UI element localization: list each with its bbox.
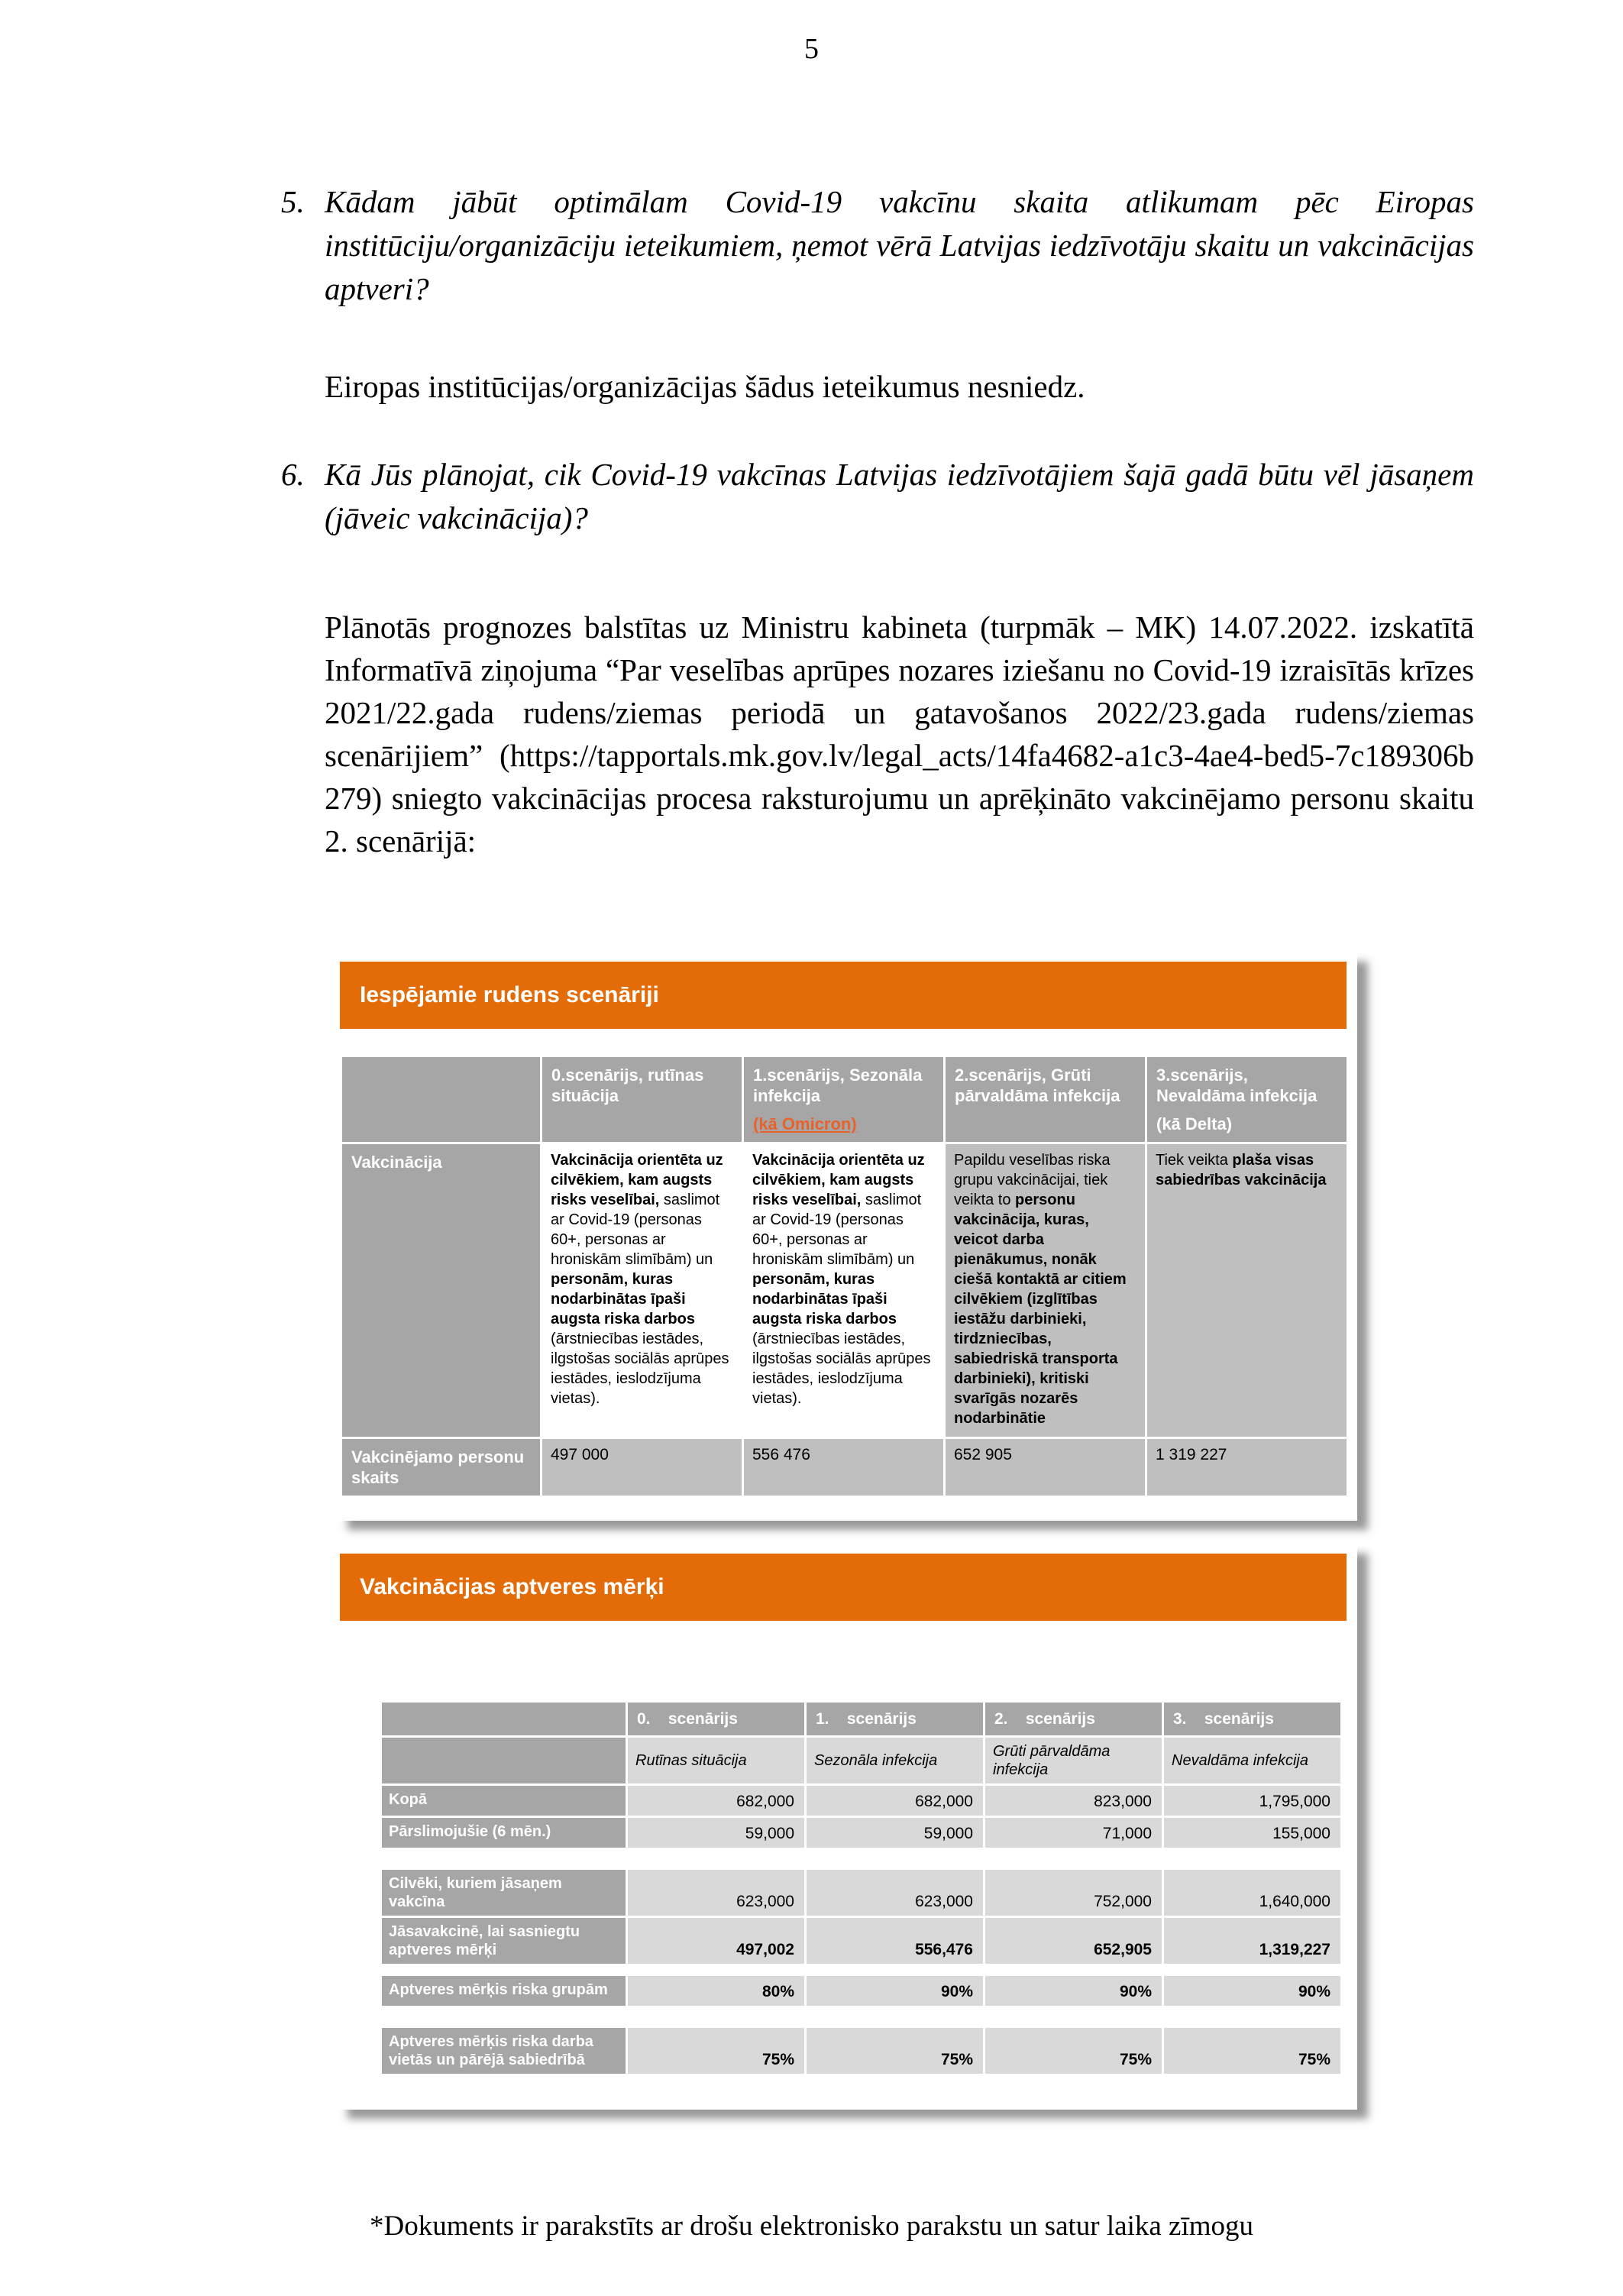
t1-row-label: Vakcinējamo personu skaits [341,1438,542,1497]
table-row [381,1869,1342,1917]
table-row [381,1917,1342,1965]
table-row-vakcinacija [341,1143,1348,1438]
t1-header-scenario-1 [743,1056,945,1143]
t2-subheader-3: Nevaldāma infekcija [1163,1737,1342,1785]
t2-row-label: Kopā [381,1785,627,1817]
t2-value-cell: 75% [627,2027,806,2075]
t2-value-cell: 1,319,227 [1163,1917,1342,1965]
answer-5: Eiropas institūcijas/organizācijas šādus ieteikumus nesniedz. [325,369,1085,404]
t1-body-cell-1: Vakcinācija orientēta uz cilvēkiem, kam augsts risks veselībai, saslimot ar Covid-19 (personas 60+, personas ar hroniskām slimībām) un personām, kuras nodarbinātas īpaši augsta riska darbos (ārstniecības iestādes, ilgstošas sociālās aprūpes iestādes, ieslodzījuma vietas). [743,1143,945,1438]
t2-value-cell: 1,795,000 [1163,1785,1342,1817]
delta-note: (kā Delta) [1156,1114,1233,1133]
autumn-scenarios-title: Iespējamie rudens scenāriji [340,962,1347,1029]
t2-header-scenario-0: 0. scenārijs [627,1702,806,1737]
question-5-text: Kādam jābūt optimālam Covid-19 vakcīnu skaita atlikumam pēc Eiropas institūciju/organizāciju ieteikumiem, ņemot vērā Latvijas iedzīvotāju skaitu un vakcinācijas aptveri? [325,184,1474,306]
page-number: 5 [804,33,819,65]
signature-note: *Dokuments ir parakstīts ar drošu elektronisko parakstu un satur laika zīmogu [369,2210,1254,2242]
t1-header-text: 3.scenārijs, Nevaldāma infekcija [1156,1066,1317,1105]
table-header-row [341,1056,1348,1143]
t1-header-text: 1.scenārijs, Sezonāla infekcija [753,1066,923,1105]
t2-subheader-0: Rutīnas situācija [627,1737,806,1785]
question-6 [281,453,1474,540]
coverage-goals-table [380,1700,1343,2076]
t2-value-cell: 90% [984,1975,1163,2007]
t1-header-scenario-0 [542,1056,743,1143]
t2-value-cell: 90% [806,1975,984,2007]
t2-value-cell: 155,000 [1163,1817,1342,1849]
spacer-row [381,2007,1342,2027]
t2-value-cell: 652,905 [984,1917,1163,1965]
question-6-number: 6. [281,457,305,492]
table-row [381,1785,1342,1817]
omicron-note: (kā Omicron) [753,1114,857,1133]
t2-corner-cell [381,1737,627,1785]
t1-row-label: Vakcinācija [341,1143,542,1438]
t2-header-scenario-3: 3. scenārijs [1163,1702,1342,1737]
t1-count-cell: 556 476 [743,1438,945,1497]
t2-value-cell: 1,640,000 [1163,1869,1342,1917]
t1-count-cell: 652 905 [945,1438,1146,1497]
t2-row-label: Jāsavakcinē, lai sasniegtu aptveres mērķi [381,1917,627,1965]
coverage-goals-panel [334,1541,1357,2110]
t2-row-label: Cilvēki, kuriem jāsaņem vakcīna [381,1869,627,1917]
spacer-row [381,1849,1342,1869]
t2-subheader-1: Sezonāla infekcija [806,1737,984,1785]
t1-corner-cell [341,1056,542,1143]
t2-value-cell: 90% [1163,1975,1342,2007]
t1-header-text: 0.scenārijs, rutīnas situācija [551,1066,704,1105]
table-row [381,1817,1342,1849]
question-6-text: Kā Jūs plānojat, cik Covid-19 vakcīnas Latvijas iedzīvotājiem šajā gadā būtu vēl jāsaņem (jāveic vakcinācija)? [325,457,1474,535]
t2-value-cell: 623,000 [806,1869,984,1917]
t2-value-cell: 497,002 [627,1917,806,1965]
t2-value-cell: 59,000 [806,1817,984,1849]
answer-6-text-start: Plānotās prognozes balstītas uz Ministru kabineta (turpmāk – MK) 14.07.2022. izskatītā Informatīvā ziņojuma “Par veselības aprūpes nozares iziešanu no Covid-19 izraisītās krīzes 2021/22.gada rudens/ziemas periodā un gatavošanos 2022/23.gada rudens/ziemas scenārijiem” ( [325,610,1474,773]
spacer-row [381,1965,1342,1975]
question-5-number: 5. [281,184,305,219]
t1-header-text: 2.scenārijs, Grūti pārvaldāma infekcija [955,1066,1120,1105]
t1-count-cell: 1 319 227 [1146,1438,1348,1497]
table-subheader-row [381,1737,1342,1785]
t2-value-cell: 59,000 [627,1817,806,1849]
t2-value-cell: 556,476 [806,1917,984,1965]
t2-value-cell: 752,000 [984,1869,1163,1917]
t1-body-cell-2: Papildu veselības riska grupu vakcinācijai, tiek veikta to personu vakcinācija, kuras, veicot darba pienākumus, nonāk ciešā kontaktā ar citiem cilvēkiem (izglītības iestāžu darbinieki, tirdzniecības, sabiedriskā transporta darbinieki), kritiski svarīgās nozarēs nodarbinātie [945,1143,1146,1438]
t2-row-label: Pārslimojušie (6 mēn.) [381,1817,627,1849]
t2-value-cell: 71,000 [984,1817,1163,1849]
answer-6-text-end: ) sniegto vakcinācijas procesa raksturojumu un aprēķināto vakcinējamo personu skaitu 2. scenārijā: [325,781,1474,859]
t2-value-cell: 823,000 [984,1785,1163,1817]
t2-subheader-2: Grūti pārvaldāma infekcija [984,1737,1163,1785]
t2-value-cell: 80% [627,1975,806,2007]
legal-acts-link[interactable]: https://tapportals.mk.gov.lv/legal_acts/14fa4682-a1c3-4ae4-bed5-7c189306b279 [325,738,1474,816]
t2-value-cell: 75% [806,2027,984,2075]
t2-header-scenario-2: 2. scenārijs [984,1702,1163,1737]
answer-6 [325,606,1474,862]
t1-header-scenario-3 [1146,1056,1348,1143]
t1-body-cell-0: Vakcinācija orientēta uz cilvēkiem, kam augsts risks veselībai, saslimot ar Covid-19 (personas 60+, personas ar hroniskām slimībām) un personām, kuras nodarbinātas īpaši augsta riska darbos (ārstniecības iestādes, ilgstošas sociālās aprūpes iestādes, ieslodzījuma vietas). [542,1143,743,1438]
t2-row-label: Aptveres mērķis riska darba vietās un pārējā sabiedrībā [381,2027,627,2075]
t1-header-scenario-2 [945,1056,1146,1143]
t2-value-cell: 75% [1163,2027,1342,2075]
t2-row-label: Aptveres mērķis riska grupām [381,1975,627,2007]
t1-count-cell: 497 000 [542,1438,743,1497]
coverage-goals-title: Vakcinācijas aptveres mērķi [340,1554,1347,1621]
table-row-counts [341,1438,1348,1497]
t1-body-cell-3: Tiek veikta plaša visas sabiedrības vakcinācija [1146,1143,1348,1438]
t2-header-scenario-1: 1. scenārijs [806,1702,984,1737]
table-header-row [381,1702,1342,1737]
table-row [381,1975,1342,2007]
t2-value-cell: 75% [984,2027,1163,2075]
question-5 [281,180,1474,311]
t2-corner-cell [381,1702,627,1737]
t2-value-cell: 623,000 [627,1869,806,1917]
autumn-scenarios-panel [334,949,1357,1521]
t2-value-cell: 682,000 [627,1785,806,1817]
t2-value-cell: 682,000 [806,1785,984,1817]
table-row [381,2027,1342,2075]
autumn-scenarios-table [340,1055,1349,1498]
